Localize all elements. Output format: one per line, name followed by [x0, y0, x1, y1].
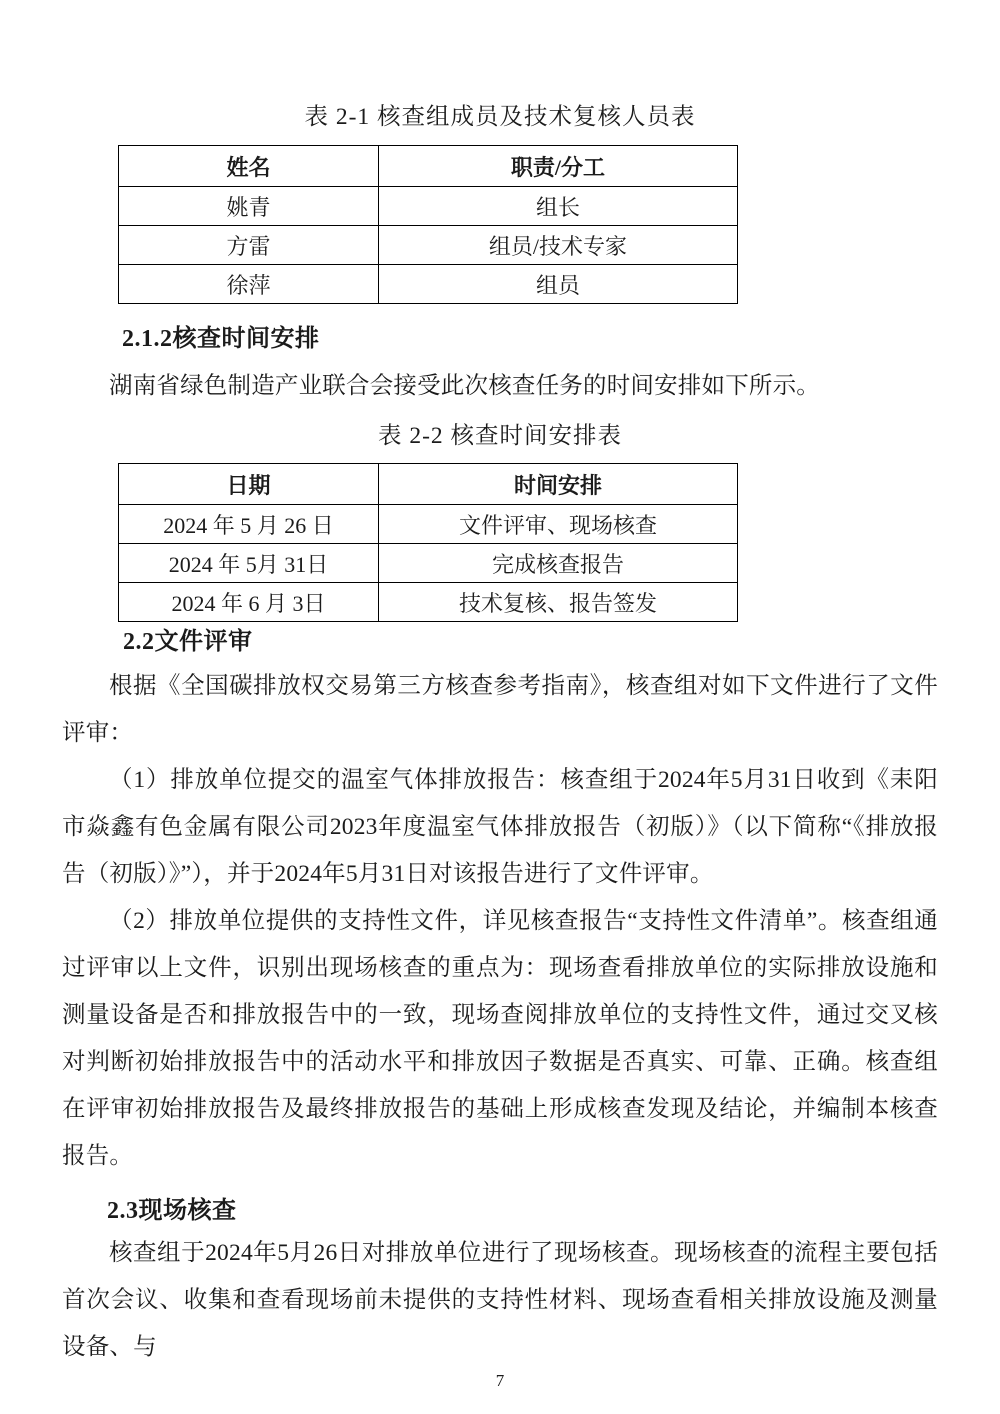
table-2-1-caption: 表 2-1 核查组成员及技术复核人员表	[304, 104, 696, 130]
paragraph-item-1: （1）排放单位提交的温室气体排放报告：核查组于2024年5月31日收到《耒阳市焱鑫有色金属有限公司2023年度温室气体排放报告（初版）》（以下简称“《排放报告（初版）》”），并于2024年5月31日对该报告进行了文件评审。	[62, 767, 938, 887]
section-heading-2-2: 2.2文件评审	[123, 629, 253, 655]
cell-member-role: 组长	[378, 187, 737, 226]
table-row	[119, 265, 738, 304]
cell-activity: 文件评审、现场核查	[378, 505, 737, 544]
table-header-row	[119, 464, 738, 505]
cell-member-name: 方雷	[119, 226, 379, 265]
section-2-1-2-body	[62, 363, 938, 410]
table-verification-schedule	[118, 463, 738, 622]
column-header-schedule: 时间安排	[378, 464, 737, 505]
table-header-row	[119, 146, 738, 187]
cell-activity: 完成核查报告	[378, 544, 737, 583]
section-2-3-body	[62, 1230, 938, 1371]
column-header-name: 姓名	[119, 146, 379, 187]
page-number: 7	[495, 1371, 505, 1390]
cell-member-role: 组员	[378, 265, 737, 304]
table-2-2-caption: 表 2-2 核查时间安排表	[377, 423, 623, 449]
table-row	[119, 505, 738, 544]
section-heading-2-1-2: 2.1.2核查时间安排	[122, 326, 320, 352]
section-heading-2-3: 2.3现场核查	[107, 1198, 237, 1224]
cell-activity: 技术复核、报告签发	[378, 583, 737, 622]
table-row	[119, 544, 738, 583]
paragraph-item-2: （2）排放单位提供的支持性文件，详见核查报告“支持性文件清单”。核查组通过评审以上文件，识别出现场核查的重点为：现场查看排放单位的实际排放设施和测量设备是否和排放报告中的一致，现场查阅排放单位的支持性文件，通过交叉核对判断初始排放报告中的活动水平和排放因子数据是否真实、可靠、正确。核查组在评审初始排放报告及最终排放报告的基础上形成核查发现及结论，并编制本核查报告。	[62, 908, 938, 1169]
cell-member-role: 组员/技术专家	[378, 226, 737, 265]
cell-date: 2024 年 5 月 26 日	[119, 505, 379, 544]
section-2-2-body	[62, 663, 938, 1180]
cell-date: 2024 年 6 月 3日	[119, 583, 379, 622]
table-row	[119, 583, 738, 622]
column-header-role: 职责/分工	[378, 146, 737, 187]
column-header-date: 日期	[119, 464, 379, 505]
cell-date: 2024 年 5月 31日	[119, 544, 379, 583]
paragraph: 核查组于2024年5月26日对排放单位进行了现场核查。现场核查的流程主要包括首次会议、收集和查看现场前未提供的支持性材料、现场查看相关排放设施及测量设备、与	[62, 1240, 938, 1360]
table-row	[119, 187, 738, 226]
table-verification-team	[118, 145, 738, 304]
paragraph-intro: 根据《全国碳排放权交易第三方核查参考指南》，核查组对如下文件进行了文件评审：	[62, 673, 938, 746]
cell-member-name: 姚青	[119, 187, 379, 226]
paragraph: 湖南省绿色制造产业联合会接受此次核查任务的时间安排如下所示。	[109, 373, 820, 399]
page-content	[62, 0, 938, 1391]
cell-member-name: 徐萍	[119, 265, 379, 304]
table-row	[119, 226, 738, 265]
